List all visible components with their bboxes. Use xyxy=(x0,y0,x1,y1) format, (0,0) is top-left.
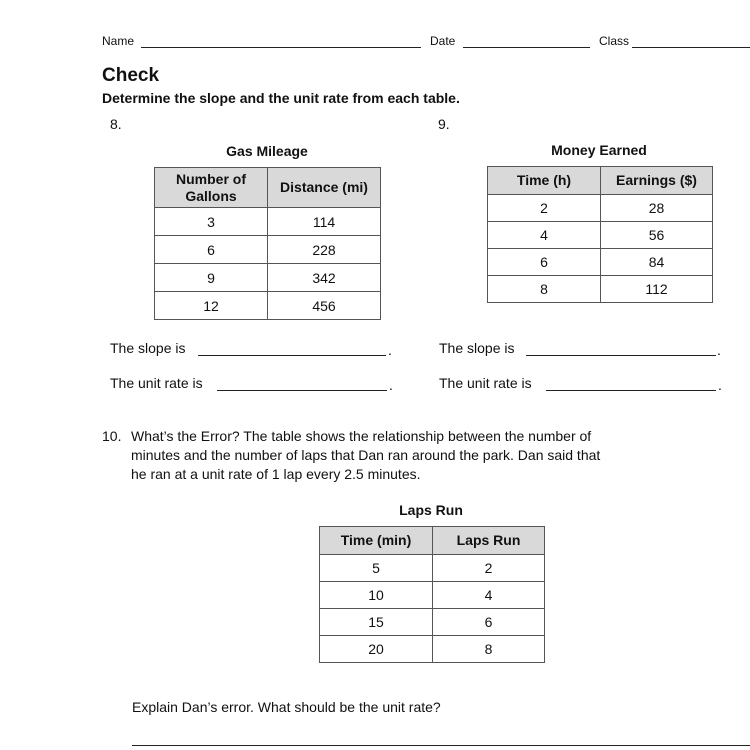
problem-9-slope-prompt: The slope is xyxy=(439,340,515,356)
table-cell: 6 xyxy=(488,249,601,276)
table-row xyxy=(155,292,381,320)
column-header: Laps Run xyxy=(433,527,545,555)
table-cell: 228 xyxy=(268,236,381,264)
table-cell: 4 xyxy=(433,582,545,609)
table-row xyxy=(155,208,381,236)
table-row xyxy=(320,582,545,609)
section-instruction: Determine the slope and the unit rate from each table. xyxy=(102,90,460,106)
problem-9-unit-rate-prompt: The unit rate is xyxy=(439,375,532,391)
table-cell: 10 xyxy=(320,582,433,609)
date-field[interactable] xyxy=(463,47,590,48)
column-header: Earnings ($) xyxy=(601,167,713,195)
problem-10-question: Explain Dan’s error. What should be the unit rate? xyxy=(132,699,441,715)
table-row xyxy=(488,222,713,249)
problem-8-slope-answer[interactable] xyxy=(198,355,386,356)
table-cell: 9 xyxy=(155,264,268,292)
class-label: Class xyxy=(599,34,630,48)
laps-run-table xyxy=(319,526,545,663)
table-row xyxy=(320,636,545,663)
problem-9-unit-rate-answer[interactable] xyxy=(546,390,716,391)
table-row xyxy=(488,276,713,303)
column-header: Time (min) xyxy=(320,527,433,555)
table-row xyxy=(155,236,381,264)
period: . xyxy=(718,377,722,393)
table-cell: 112 xyxy=(601,276,713,303)
table-cell: 114 xyxy=(268,208,381,236)
table-cell: 28 xyxy=(601,195,713,222)
column-header: Time (h) xyxy=(488,167,601,195)
problem-10-text: What’s the Error? The table shows the relationship between the number of minutes and the number of laps that Dan ran around the park. Dan said that he ran at a unit rate of 1 lap every 2.5 minutes. xyxy=(131,428,601,482)
table-row xyxy=(488,195,713,222)
problem-8-slope-prompt: The slope is xyxy=(110,340,186,356)
table-cell: 6 xyxy=(433,609,545,636)
table-row xyxy=(488,249,713,276)
period: . xyxy=(389,377,393,393)
problem-10-number: 10. xyxy=(102,428,122,444)
problem-10-answer-line[interactable] xyxy=(132,745,750,746)
section-title: Check xyxy=(102,65,160,86)
table-row xyxy=(155,264,381,292)
name-field[interactable] xyxy=(141,47,421,48)
table-row xyxy=(320,555,545,582)
problem-8-unit-rate-answer[interactable] xyxy=(217,390,387,391)
money-earned-table xyxy=(487,166,713,303)
problem-8-unit-rate-prompt: The unit rate is xyxy=(110,375,203,391)
table-cell: 8 xyxy=(488,276,601,303)
table-cell: 8 xyxy=(433,636,545,663)
class-field[interactable] xyxy=(632,47,750,48)
gas-mileage-title: Gas Mileage xyxy=(226,143,308,159)
period: . xyxy=(717,342,721,358)
name-label: Name xyxy=(102,34,135,48)
table-cell: 456 xyxy=(268,292,381,320)
table-cell: 342 xyxy=(268,264,381,292)
column-header: Distance (mi) xyxy=(268,168,381,208)
problem-9-slope-answer[interactable] xyxy=(526,355,716,356)
problem-8-number: 8. xyxy=(110,116,122,132)
table-cell: 2 xyxy=(488,195,601,222)
table-row xyxy=(320,609,545,636)
date-label: Date xyxy=(430,34,456,48)
table-cell: 56 xyxy=(601,222,713,249)
table-cell: 5 xyxy=(320,555,433,582)
problem-9-number: 9. xyxy=(438,116,450,132)
table-cell: 6 xyxy=(155,236,268,264)
table-cell: 12 xyxy=(155,292,268,320)
column-header: Number of Gallons xyxy=(155,168,268,208)
table-cell: 2 xyxy=(433,555,545,582)
money-earned-title: Money Earned xyxy=(551,142,647,158)
table-cell: 4 xyxy=(488,222,601,249)
table-cell: 15 xyxy=(320,609,433,636)
period: . xyxy=(388,342,392,358)
table-cell: 3 xyxy=(155,208,268,236)
gas-mileage-table xyxy=(154,167,381,320)
table-cell: 84 xyxy=(601,249,713,276)
table-cell: 20 xyxy=(320,636,433,663)
laps-run-title: Laps Run xyxy=(399,502,463,518)
